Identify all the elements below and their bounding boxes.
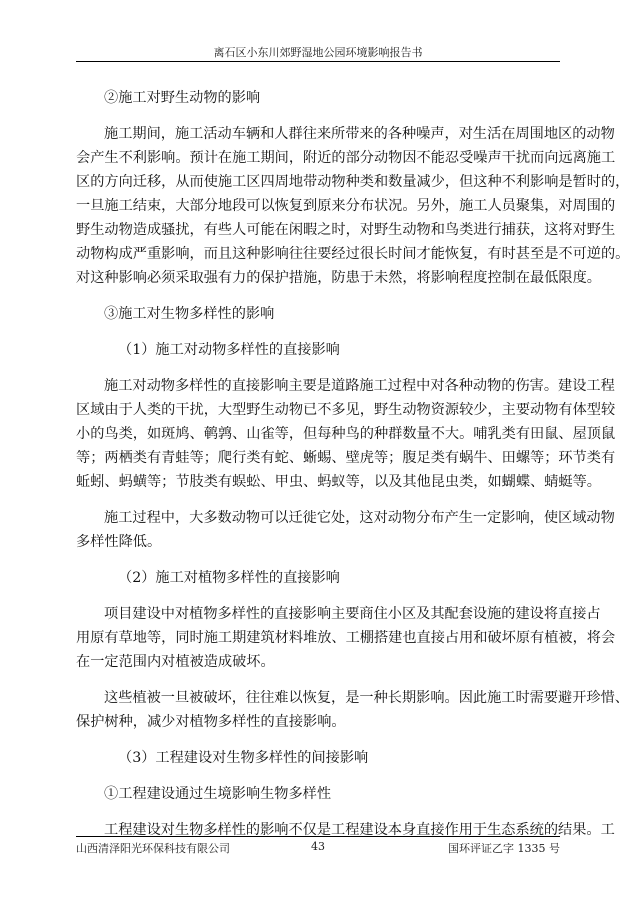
paragraph-gap (76, 770, 560, 782)
paragraph-gap (76, 362, 560, 374)
paragraph-gap (76, 110, 560, 122)
paragraph (76, 122, 630, 290)
paragraph-gap (76, 674, 560, 686)
header-divider (76, 61, 560, 62)
document-body (76, 86, 630, 842)
paragraph-gap (76, 494, 560, 506)
paragraph (76, 374, 616, 494)
section-heading (76, 566, 560, 590)
text-line: 蚯蚓、蚂蟥等；节肢类有蜈蚣、甲虫、蚂蚁等，以及其他昆虫类，如蝴蝶、蜻蜓等。 (76, 474, 601, 490)
text-line: 用原有草地等，同时施工期建筑材料堆放、工棚搭建也直接占用和破坏原有植被，将会 (76, 630, 616, 646)
footer-company: 山西清泽阳光环保科技有限公司 (76, 842, 230, 855)
page-header: 离石区小东川郊野湿地公园环境影响报告书 (213, 46, 423, 59)
paragraph-gap (76, 590, 560, 602)
text-line: 项目建设中对植物多样性的直接影响主要商住小区及其配套设施的建设将直接占 (104, 606, 601, 622)
paragraph-gap (76, 290, 560, 302)
paragraph (76, 602, 616, 674)
paragraph (76, 782, 560, 806)
text-line: 这些植被一旦被破坏，往往难以恢复，是一种长期影响。因此施工时需要避开珍惜、 (104, 690, 629, 706)
text-line: 施工期间，施工活动车辆和人群往来所带来的各种噪声，对生活在周围地区的动物 (104, 126, 615, 142)
text-line: 保护树种，减少对植物多样性的直接影响。 (76, 714, 346, 730)
text-line: 动物构成严重影响，而且这种影响往往要经过很长时间才能恢复，有时甚至是不可逆的。 (76, 246, 630, 262)
text-line: （2）施工对植物多样性的直接影响 (118, 570, 340, 586)
text-line: （1）施工对动物多样性的直接影响 (118, 342, 340, 358)
page-number: 43 (311, 840, 325, 853)
text-line: 在一定范围内对植被造成破坏。 (76, 654, 275, 670)
paragraph-gap (76, 326, 560, 338)
footer-certificate: 国环评证乙字 1335 号 (448, 842, 560, 855)
paragraph-gap (76, 806, 560, 818)
paragraph (76, 86, 560, 110)
text-line: 施工对动物多样性的直接影响主要是道路施工过程中对各种动物的伤害。建设工程 (104, 378, 615, 394)
text-line: 区域由于人类的干扰，大型野生动物已不多见，野生动物资源较少，主要动物有体型较 (76, 402, 616, 418)
text-line: 多样性降低。 (76, 534, 162, 550)
footer-divider (76, 836, 560, 837)
paragraph (76, 686, 629, 734)
text-line: 会产生不利影响。预计在施工期间，附近的部分动物因不能忍受噪声干扰而向远离施工 (76, 150, 616, 166)
text-line: 一旦施工结束，大部分地段可以恢复到原来分布状况。另外，施工人员聚集，对周围的 (76, 198, 616, 214)
paragraph-gap (76, 734, 560, 746)
paragraph (76, 818, 615, 842)
text-line: （3）工程建设对生物多样性的间接影响 (118, 750, 369, 766)
text-line: 等；两栖类有青蛙等；爬行类有蛇、蜥蜴、壁虎等；腹足类有蜗牛、田螺等；环节类有 (76, 450, 616, 466)
text-line: ③施工对生物多样性的影响 (104, 306, 275, 322)
section-heading (76, 338, 560, 362)
text-line: 施工过程中，大多数动物可以迁徙它处，这对动物分布产生一定影响，使区域动物 (104, 510, 615, 526)
paragraph-gap (76, 554, 560, 566)
text-line: ②施工对野生动物的影响 (104, 90, 261, 106)
paragraph (76, 302, 560, 326)
text-line: 小的鸟类，如斑鸠、鹌鹑、山雀等，但每种鸟的种群数量不大。哺乳类有田鼠、屋顶鼠 (76, 426, 616, 442)
text-line: 对这种影响必须采取强有力的保护措施，防患于未然，将影响程度控制在最低限度。 (76, 270, 601, 286)
section-heading (76, 746, 560, 770)
paragraph (76, 506, 615, 554)
text-line: 区的方向迁移，从而使施工区四周地带动物种类和数量减少，但这种不利影响是暂时的， (76, 174, 630, 190)
text-line: 野生动物造成骚扰，有些人可能在闲暇之时，对野生动物和鸟类进行捕获，这将对野生 (76, 222, 616, 238)
text-line: ①工程建设通过生境影响生物多样性 (104, 786, 332, 802)
text-line: 工程建设对生物多样性的影响不仅是工程建设本身直接作用于生态系统的结果。工 (104, 822, 615, 838)
